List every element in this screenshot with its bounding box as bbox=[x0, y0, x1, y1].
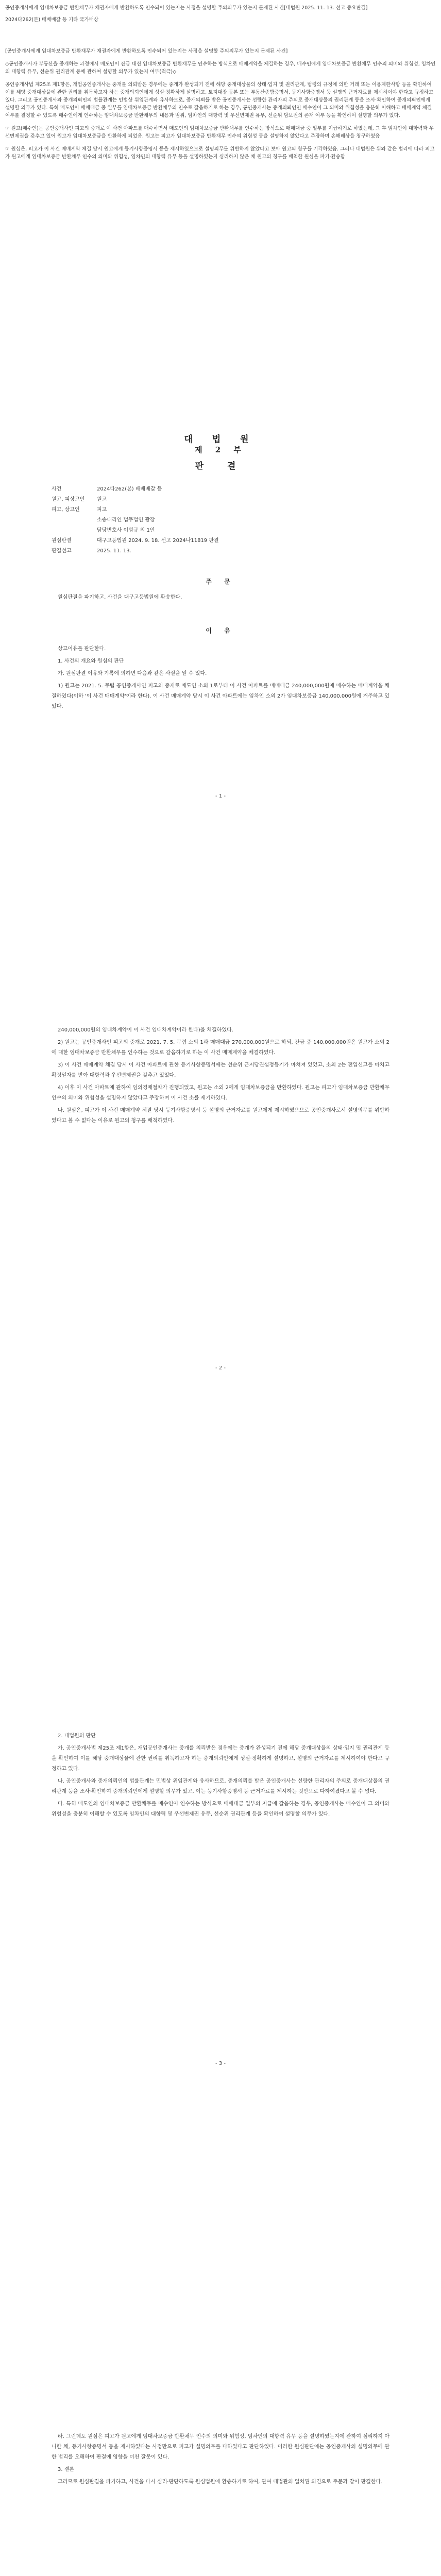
party-row: 담당변호사 이범규 외 1인 bbox=[97, 528, 155, 533]
reason-block-2: 240,000,000원의 임대차계약이 이 사건 임대차계약이라 한다)을 체결하였다. 2) 원고는 공인중개사인 피고의 중개로 2021. 7. 5. 무렵 소외 1과 매매대금 270,000,000원으로 하되, 잔금 중 140,000,000원은 원고가 소외 2에 대한 임대차보증금 반환채무를 인수하는 것으로 갈음하기로 하는 이 사건 매매계약을 체결하였다. 3) 이 사건 매매계약 체결 당시 이 사건 아파트에 관한 등기사항증명서에는 선순위 근저당권설정등기가 마쳐져 있었고, 소외 2는 전입신고를 마치고 확정일자를 받아 대항력과 우선변제권을 갖추고 있었다. 4) 이후 이 사건 아파트에 관하여 임의경매절차가 진행되었고, 원고는 소외 2에게 임대차보증금을 반환하였다. 원고는 피고가 임대차보증금 반환채무 인수의 의미와 위험성을 설명하지 않았다고 주장하며 이 사건 소를 제기하였다. 나. 원심은, 피고가 이 사건 매매계약 체결 당시 등기사항증명서 등 설명의 근거자료를 원고에게 제시하였으므로 공인중개사로서 설명의무를 위반하였다고 볼 수 없다는 이유로 원고의 청구를 배척하였다. bbox=[52, 1027, 389, 1124]
party-row: 원고, 피상고인 원고 bbox=[52, 497, 107, 502]
reason-title: 이 유 bbox=[206, 627, 235, 634]
document-header bbox=[5, 4, 436, 24]
case-summary bbox=[5, 47, 436, 166]
party-row: 소송대리인 법무법인 광장 bbox=[97, 517, 155, 523]
order-text: 원심판결을 파기하고, 사건을 대구고등법원에 환송한다. bbox=[58, 595, 182, 600]
court-name: 대 법 원 bbox=[184, 434, 257, 445]
court-division: 제 2 부 bbox=[195, 445, 246, 454]
reason-block-1: 상고이유를 판단한다. 1. 사건의 개요와 원심의 판단 가. 원심판결 이유와 기록에 의하면 다음과 같은 사실을 알 수 있다. 1) 원고는 2021. 5. 무렵 공인중개사인 피고의 중개로 매도인 소외 1로부터 이 사건 아파트를 매매대금 240,000,000원에 매수하는 매매계약을 체결하였다(이하 '이 사건 매매계약'이라 한다). 이 사건 매매계약 당시 이 사건 아파트에는 임차인 소외 2가 임대차보증금 140,000,000원에 거주하고 있었다. bbox=[52, 646, 389, 709]
reason-block-4: 라. 그런데도 원심은 피고가 원고에게 임대차보증금 반환채무 인수의 의미와 위험성, 임차인의 대항력 유무 등을 설명하였는지에 관하여 심리하지 아니한 채, 등기사항증명서 등을 제시하였다는 사정만으로 피고가 설명의무를 다하였다고 판단하였다. 이러한 원심판단에는 공인중개사의 설명의무에 관한 법리를 오해하여 판결에 영향을 미친 잘못이 있다. 3. 결론 그러므로 원심판결을 파기하고, 사건을 다시 심리·판단하도록 원심법원에 환송하기로 하여, 관여 대법관의 일치된 의견으로 주문과 같이 판결한다. bbox=[52, 2434, 389, 2485]
page-number: - 3 - bbox=[215, 2061, 226, 2066]
summary-title: [공인중개사에게 임대차보증금 반환채무가 채권자에게 반환하도록 인수되어 있는지는 사정을 설명할 주의의무가 있는지 문제된 사건] bbox=[5, 48, 288, 54]
page-number: - 1 - bbox=[215, 793, 226, 799]
summary-ruling: ☞ 원심은, 피고가 이 사건 매매계약 체결 당시 원고에게 등기사항증명서 등을 제시하였으므로 설명의무를 위반하지 않았다고 보아 원고의 청구를 기각하였음. 그러나 대법원은 위와 같은 법리에 따라 피고가 원고에게 임대차보증금 반환채무 인수의 의미와 위험성, 임차인의 대항력 유무 등을 설명하였는지 심리하지 않은 채 원고의 청구를 배척한 원심을 파기·환송함 bbox=[5, 146, 435, 160]
summary-holding: 공인중개사법 제25조 제1항은, 개업공인중개사는 중개를 의뢰받은 경우에는 중개가 완성되기 전에 해당 중개대상물의 상태·입지 및 권리관계, 법령의 규정에 의한 거래 또는 이용제한사항 등을 확인하여 이를 해당 중개대상물에 관한 권리를 취득하고자 하는 중개의뢰인에게 성실·정확하게 설명하고, 토지대장 등본 또는 부동산종합증명서, 등기사항증명서 등 설명의 근거자료를 제시하여야 한다고 규정하고 있다. 그리고 공인중개사와 중개의뢰인의 법률관계는 민법상 위임관계와 유사하므로, 중개의뢰를 받은 공인중개사는 선량한 관리자의 주의로 중개대상물의 권리관계 등을 조사·확인하여 중개의뢰인에게 설명할 의무가 있다. 특히 매도인이 매매대금 중 일부를 임대차보증금 반환채무의 인수로 갈음하기로 하는 경우, 공인중개사는 중개의뢰인인 매수인이 그 의미와 위험성을 충분히 이해하고 매매계약 체결 여부를 결정할 수 있도록 매수인에게 인수하는 임대차보증금 반환채무의 내용과 범위, 임차인의 대항력 및 우선변제권 유무, 선순위 담보권의 존재 여부 등을 확인하여 설명할 의무가 있다. bbox=[5, 82, 434, 118]
header-title: 공인중개사에게 임대차보증금 반환채무가 채권자에게 반환하도록 인수되어 있는지는 사정을 설명할 주의의무가 있는지 문제된 사건[대법원 2025. 11. 13. 선고 중요판결] bbox=[5, 5, 368, 11]
party-row: 판결선고 2025. 11. 13. bbox=[52, 548, 131, 554]
header-case-line: 2024다262(본) 배배배갈 등 기타 국가배상 bbox=[5, 17, 99, 23]
order-title: 주 문 bbox=[206, 578, 235, 585]
summary-facts: ☞ 원고(매수인)는 공인중개사인 피고의 중개로 이 사건 아파트를 매수하면서 매도인의 임대차보증금 반환채무를 인수하는 방식으로 매매대금 중 일부를 지급하기로 하였는데, 그 후 임차인이 대항력과 우선변제권을 갖추고 있어 원고가 임대차보증금을 반환하게 되었음. 원고는 피고가 임대차보증금 반환채무 인수의 위험성 등을 설명하지 않았다고 주장하며 손해배상을 청구하였음 bbox=[5, 126, 434, 139]
parties-block bbox=[52, 484, 386, 556]
party-row: 피고, 상고인 피고 bbox=[52, 507, 107, 513]
judgment-label: 판 결 bbox=[195, 461, 246, 471]
reason-block-3: 2. 대법원의 판단 가. 공인중개사법 제25조 제1항은, 개업공인중개사는 중개를 의뢰받은 경우에는 중개가 완성되기 전에 해당 중개대상물의 상태·입지 및 권리관계 등을 확인하여 이를 해당 중개대상물에 관한 권리를 취득하고자 하는 중개의뢰인에게 성실·정확하게 설명하고, 설명의 근거자료를 제시하여야 한다고 규정하고 있다. 나. 공인중개사와 중개의뢰인의 법률관계는 민법상 위임관계와 유사하므로, 중개의뢰를 받은 공인중개사는 선량한 관리자의 주의로 중개대상물의 권리관계 등을 조사·확인하여 중개의뢰인에게 설명할 의무가 있고, 이는 등기사항증명서 등 근거자료를 제시하는 것만으로 다하여졌다고 볼 수 없다. 다. 특히 매도인의 임대차보증금 반환채무를 매수인이 인수하는 방식으로 매매대금 일부의 지급에 갈음하는 경우, 공인중개사는 매수인이 그 의미와 위험성을 충분히 이해할 수 있도록 임차인의 대항력 및 우선변제권 유무, 선순위 권리관계 등을 확인하여 설명할 의무가 있다. bbox=[52, 1733, 389, 1817]
party-row: 사건 2024다262(본) 배배배갈 등 bbox=[52, 486, 162, 492]
page-number: - 2 - bbox=[215, 1365, 226, 1371]
party-row: 원심판결 대구고등법원 2024. 9. 18. 선고 2024나11819 판결 bbox=[52, 538, 219, 544]
summary-question: ◇공인중개사가 부동산을 중개하는 과정에서 매도인이 잔금 대신 임대차보증금 반환채무를 인수하는 방식으로 매매계약을 체결하는 경우, 매수인에게 임대차보증금 반환채무 인수의 의미와 위험성, 임차인의 대항력 유무, 선순위 권리관계 등에 관하여 설명할 의무가 있는지 여부(적극)◇ bbox=[5, 61, 436, 75]
